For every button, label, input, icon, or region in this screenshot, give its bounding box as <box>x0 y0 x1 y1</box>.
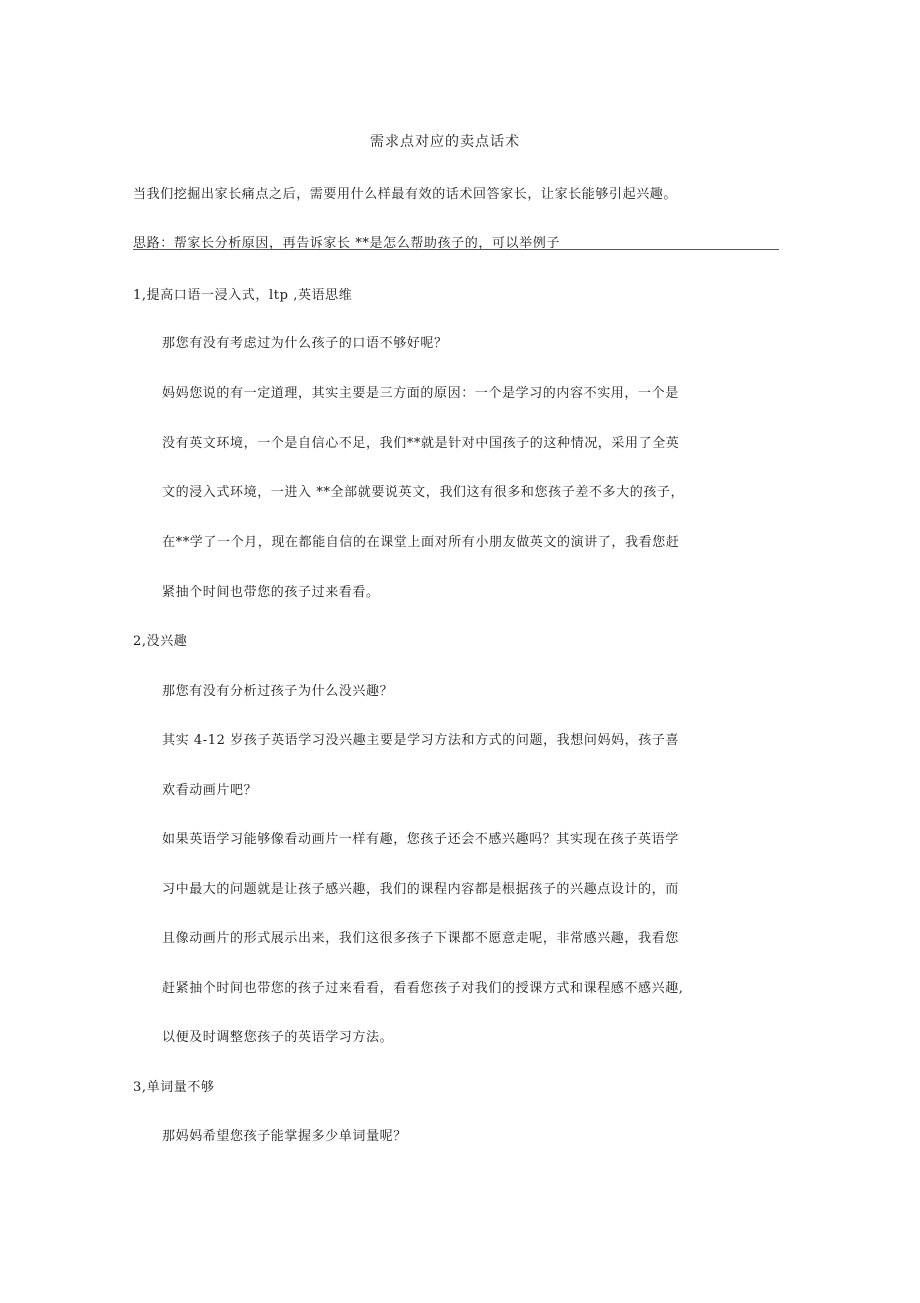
section-2-line: 欢看动画片吧？ <box>162 783 258 798</box>
section-1-line: 没有英文环境，一个是自信心不足，我们**就是针对中国孩子的这种情况，采用了全英 <box>162 436 680 451</box>
section-3-heading: 3,单词量不够 <box>133 1080 215 1095</box>
section-2-heading: 2,没兴趣 <box>133 634 188 649</box>
section-2-line: 那您有没有分析过孩子为什么没兴趣？ <box>162 684 394 699</box>
section-1-line: 妈妈您说的有一定道理，其实主要是三方面的原因：一个是学习的内容不实用，一个是 <box>162 386 679 401</box>
section-1-heading: 1,提高口语一浸入式，ltp ,英语思维 <box>133 288 353 303</box>
document-title: 需求点对应的卖点话术 <box>370 134 520 150</box>
section-2-line: 且像动画片的形式展示出来，我们这很多孩子下课都不愿意走呢，非常感兴趣，我看您 <box>162 931 679 946</box>
section-2-line: 以便及时调整您孩子的英语学习方法。 <box>162 1030 394 1045</box>
section-2-line: 如果英语学习能够像看动画片一样有趣，您孩子还会不感兴趣吗？其实现在孩子英语学 <box>162 832 679 847</box>
header-divider <box>133 249 779 250</box>
section-1-line: 那您有没有考虑过为什么孩子的口语不够好呢？ <box>162 336 448 351</box>
section-2-line: 习中最大的问题就是让孩子感兴趣，我们的课程内容都是根据孩子的兴趣点设计的，而 <box>162 882 679 897</box>
section-1-line: 文的浸入式环境，一进入 **全部就要说英文，我们这有很多和您孩子差不多大的孩子， <box>162 485 685 500</box>
section-2-line: 其实 4-12 岁孩子英语学习没兴趣主要是学习方法和方式的问题，我想问妈妈，孩子喜 <box>162 733 680 748</box>
idea-paragraph: 思路：帮家长分析原因，再告诉家长 **是怎么帮助孩子的，可以举例子 <box>133 236 560 251</box>
section-3-line: 那妈妈希望您孩子能掌握多少单词量呢？ <box>162 1129 407 1144</box>
section-1-line: 紧抽个时间也带您的孩子过来看看。 <box>162 585 380 600</box>
section-1-line: 在**学了一个月，现在都能自信的在课堂上面对所有小朋友做英文的演讲了，我看您赶 <box>162 535 680 550</box>
section-2-line: 赶紧抽个时间也带您的孩子过来看看，看看您孩子对我们的授课方式和课程感不感兴趣, <box>162 981 684 996</box>
intro-paragraph: 当我们挖掘出家长痛点之后，需要用什么样最有效的话术回答家长，让家长能够引起兴趣。 <box>133 187 678 202</box>
